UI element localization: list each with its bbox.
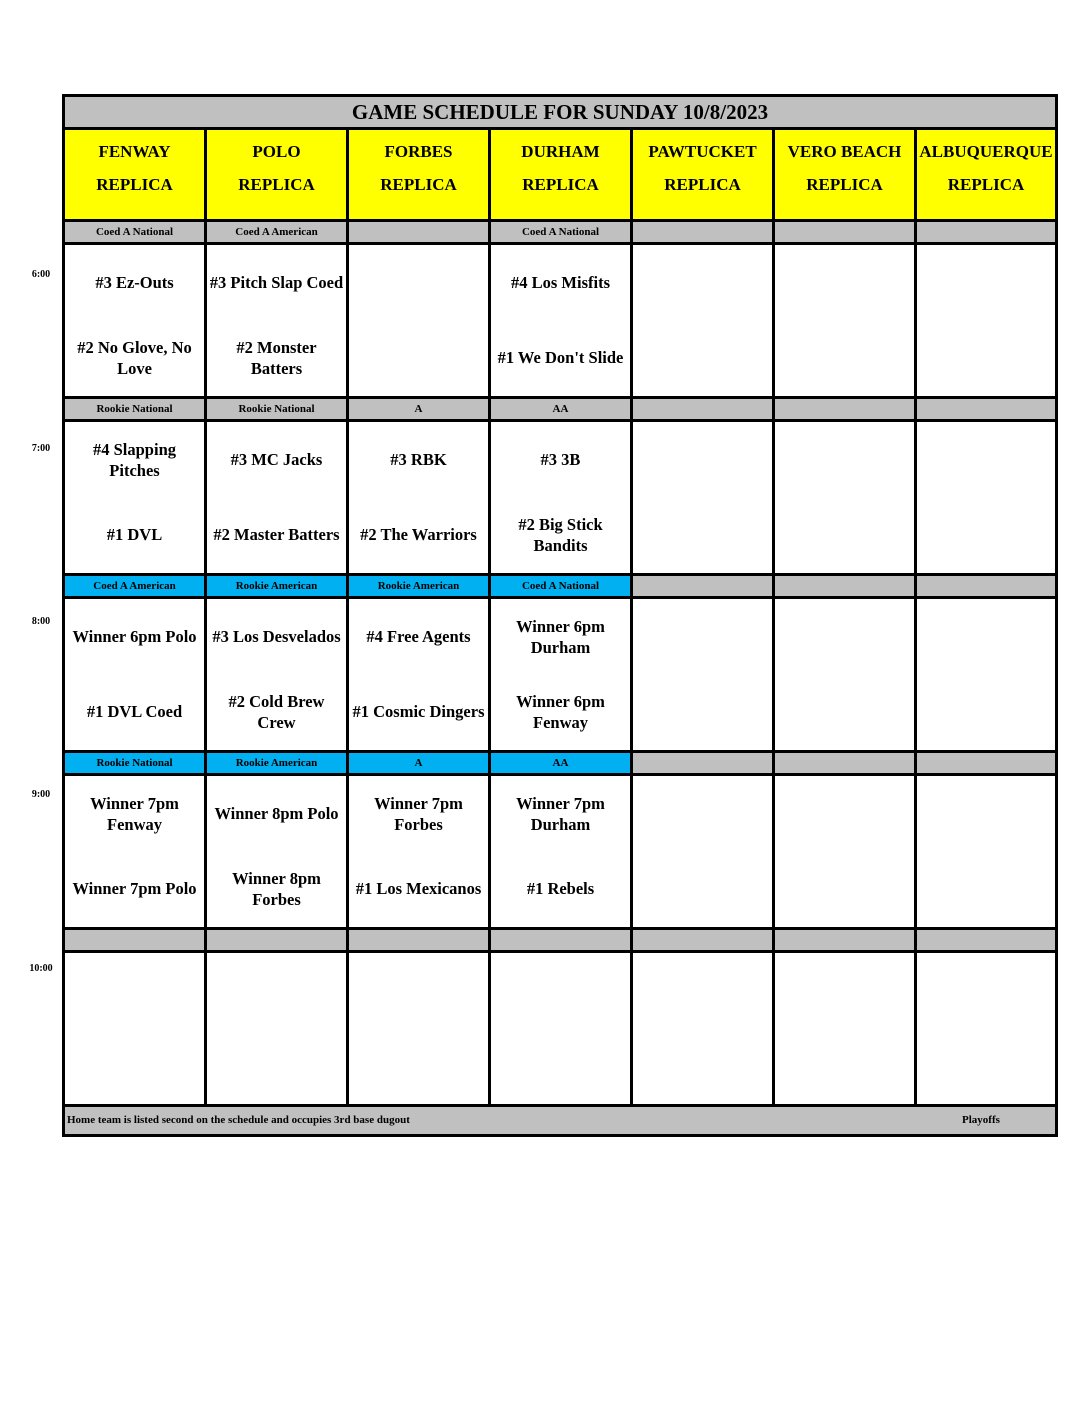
game-cell: [775, 599, 917, 750]
game-cell: [65, 245, 207, 396]
division-label: [633, 930, 775, 950]
division-label: Rookie National: [65, 753, 207, 773]
game-cell: [65, 599, 207, 750]
field-subtitle: REPLICA: [806, 175, 883, 194]
away-team: [633, 599, 772, 674]
away-team: [775, 776, 914, 851]
away-team: #3 Los Desvelados: [212, 627, 341, 646]
home-team: [917, 1028, 1055, 1103]
game-cell: [917, 245, 1055, 396]
home-team: [775, 1028, 914, 1103]
game-cell: [65, 422, 207, 573]
field-subtitle: REPLICA: [96, 175, 173, 194]
home-team: [633, 320, 772, 395]
division-row: [65, 222, 1055, 245]
game-cell: [775, 776, 917, 927]
field-header-forbes: [349, 130, 491, 219]
field-subtitle: REPLICA: [664, 175, 741, 194]
away-team: [349, 245, 488, 320]
field-subtitle: REPLICA: [238, 175, 315, 194]
game-cell: [633, 599, 775, 750]
division-label: Coed A National: [65, 222, 207, 242]
game-cell: [775, 245, 917, 396]
away-team: [775, 953, 914, 1028]
home-team: [917, 497, 1055, 572]
division-label: [65, 930, 207, 950]
game-cell: [917, 776, 1055, 927]
home-team: [207, 1028, 346, 1103]
division-label: A: [349, 753, 491, 773]
division-label: [491, 930, 633, 950]
division-label: [349, 930, 491, 950]
field-name: FENWAY: [98, 142, 171, 161]
division-row: [65, 576, 1055, 599]
home-team: [917, 674, 1055, 749]
game-cell: [775, 953, 917, 1104]
away-team: #3 MC Jacks: [230, 450, 323, 469]
away-team: [633, 953, 772, 1028]
home-team: #2 Master Batters: [213, 525, 340, 544]
division-label: [633, 753, 775, 773]
division-label: Rookie National: [65, 399, 207, 419]
field-name: ALBUQUERQUE: [919, 142, 1053, 161]
away-team: #3 RBK: [390, 450, 447, 469]
away-team: #4 Slapping Pitches: [93, 439, 176, 480]
home-team: [633, 674, 772, 749]
game-cell: [207, 953, 349, 1104]
field-header-albuquerque: [917, 130, 1055, 219]
game-cell: [917, 953, 1055, 1104]
game-cell: [349, 953, 491, 1104]
time-label: 10:00: [29, 963, 53, 974]
away-team: [917, 422, 1055, 497]
division-label: A: [349, 399, 491, 419]
home-team: #2 The Warriors: [360, 525, 477, 544]
home-team: #1 DVL Coed: [86, 702, 183, 721]
game-cell: [633, 422, 775, 573]
away-team: [633, 776, 772, 851]
home-team: Winner 8pm Forbes: [232, 868, 321, 909]
field-subtitle: REPLICA: [380, 175, 457, 194]
away-team: #3 Ez-Outs: [95, 273, 174, 292]
field-name: POLO: [252, 142, 301, 161]
time-label: 8:00: [31, 616, 51, 627]
game-cell: [633, 776, 775, 927]
game-cell: [491, 245, 633, 396]
home-team: [491, 1028, 630, 1103]
game-row: [65, 422, 1055, 576]
home-team: #1 DVL: [106, 525, 163, 544]
home-team: [775, 320, 914, 395]
division-label: Rookie National: [207, 399, 349, 419]
away-team: #4 Los Misfits: [511, 273, 610, 292]
division-label: [207, 930, 349, 950]
division-row: [65, 399, 1055, 422]
field-header-row: [65, 130, 1055, 222]
division-label: Coed A National: [491, 222, 633, 242]
game-cell: [207, 245, 349, 396]
away-team: [917, 776, 1055, 851]
game-cell: [633, 245, 775, 396]
home-team: [917, 320, 1055, 395]
field-name: DURHAM: [521, 142, 600, 161]
division-label: [917, 399, 1055, 419]
home-team: [775, 497, 914, 572]
away-team: [207, 953, 346, 1028]
game-row: [65, 599, 1055, 753]
field-name: VERO BEACH: [787, 142, 902, 161]
away-team: [775, 245, 914, 320]
division-label: [775, 399, 917, 419]
game-cell: [491, 599, 633, 750]
division-label: Coed A American: [65, 576, 207, 596]
home-team: [633, 851, 772, 926]
time-label: 9:00: [31, 789, 51, 800]
division-label: [917, 930, 1055, 950]
game-cell: [349, 776, 491, 927]
game-row: [65, 776, 1055, 930]
away-team: Winner 7pm Fenway: [90, 793, 179, 834]
home-team: #2 Big Stick Bandits: [518, 514, 603, 555]
game-cell: [207, 776, 349, 927]
away-team: #3 Pitch Slap Coed: [209, 273, 344, 292]
home-team: [349, 320, 488, 395]
field-header-polo: [207, 130, 349, 219]
game-cell: [349, 422, 491, 573]
away-team: [775, 422, 914, 497]
game-cell: [349, 599, 491, 750]
home-team: Winner 7pm Polo: [72, 879, 197, 898]
division-row: [65, 930, 1055, 953]
game-cell: [207, 422, 349, 573]
division-label: Coed A American: [207, 222, 349, 242]
game-cell: [775, 422, 917, 573]
home-team: Winner 6pm Fenway: [516, 691, 605, 732]
game-cell: [917, 422, 1055, 573]
home-team: [775, 674, 914, 749]
division-label: [917, 576, 1055, 596]
away-team: #3 3B: [540, 450, 581, 469]
home-team: #1 Los Mexicanos: [355, 879, 482, 898]
home-team: #2 No Glove, No Love: [77, 337, 192, 378]
page-title: GAME SCHEDULE FOR SUNDAY 10/8/2023: [65, 97, 1055, 130]
away-team: [633, 422, 772, 497]
division-row: [65, 753, 1055, 776]
time-label: 6:00: [31, 269, 51, 280]
game-cell: [491, 776, 633, 927]
away-team: [633, 245, 772, 320]
home-team: [775, 851, 914, 926]
division-label: [775, 576, 917, 596]
field-header-vero-beach: [775, 130, 917, 219]
home-team: #2 Monster Batters: [236, 337, 317, 378]
division-label: [917, 222, 1055, 242]
division-label: [775, 753, 917, 773]
division-label: Rookie American: [349, 576, 491, 596]
home-team: [917, 851, 1055, 926]
away-team: [65, 953, 204, 1028]
home-team: [633, 1028, 772, 1103]
game-cell: [65, 953, 207, 1104]
division-label: Coed A National: [491, 576, 633, 596]
division-label: [633, 576, 775, 596]
division-label: AA: [491, 753, 633, 773]
away-team: #4 Free Agents: [366, 627, 471, 646]
schedule-table: [62, 94, 1058, 1137]
away-team: [917, 245, 1055, 320]
division-label: [917, 753, 1055, 773]
field-subtitle: REPLICA: [947, 175, 1025, 194]
away-team: [917, 599, 1055, 674]
game-row: [65, 245, 1055, 399]
game-cell: [65, 776, 207, 927]
time-slots: [65, 222, 1055, 1107]
away-team: Winner 7pm Durham: [516, 793, 605, 834]
game-cell: [491, 422, 633, 573]
field-subtitle: REPLICA: [522, 175, 599, 194]
field-header-durham: [491, 130, 633, 219]
away-team: [917, 953, 1055, 1028]
playoffs-label: Playoffs: [962, 1114, 1000, 1126]
footer-note: Home team is listed second on the schedule and occupies 3rd base dugout: [67, 1114, 410, 1126]
home-team: [65, 1028, 204, 1103]
game-cell: [207, 599, 349, 750]
home-team: #1 Cosmic Dingers: [352, 702, 485, 721]
home-team: [633, 497, 772, 572]
division-label: [775, 222, 917, 242]
game-cell: [633, 953, 775, 1104]
away-team: Winner 6pm Durham: [516, 616, 605, 657]
away-team: Winner 7pm Forbes: [374, 793, 463, 834]
home-team: [349, 1028, 488, 1103]
game-cell: [917, 599, 1055, 750]
away-team: [775, 599, 914, 674]
game-cell: [349, 245, 491, 396]
game-cell: [491, 953, 633, 1104]
away-team: [349, 953, 488, 1028]
division-label: [633, 222, 775, 242]
field-name: PAWTUCKET: [648, 142, 757, 161]
away-team: Winner 6pm Polo: [72, 627, 197, 646]
home-team: #1 We Don't Slide: [497, 348, 624, 367]
field-header-pawtucket: [633, 130, 775, 219]
away-team: Winner 8pm Polo: [214, 804, 339, 823]
division-label: [633, 399, 775, 419]
division-label: Rookie American: [207, 576, 349, 596]
division-label: [775, 930, 917, 950]
field-header-fenway: [65, 130, 207, 219]
time-label: 7:00: [31, 443, 51, 454]
division-label: [349, 222, 491, 242]
field-name: FORBES: [384, 142, 453, 161]
division-label: AA: [491, 399, 633, 419]
home-team: #2 Cold Brew Crew: [228, 691, 325, 732]
home-team: #1 Rebels: [526, 879, 595, 898]
footer-bar: [65, 1107, 1055, 1134]
division-label: Rookie American: [207, 753, 349, 773]
away-team: [491, 953, 630, 1028]
game-row: [65, 953, 1055, 1107]
